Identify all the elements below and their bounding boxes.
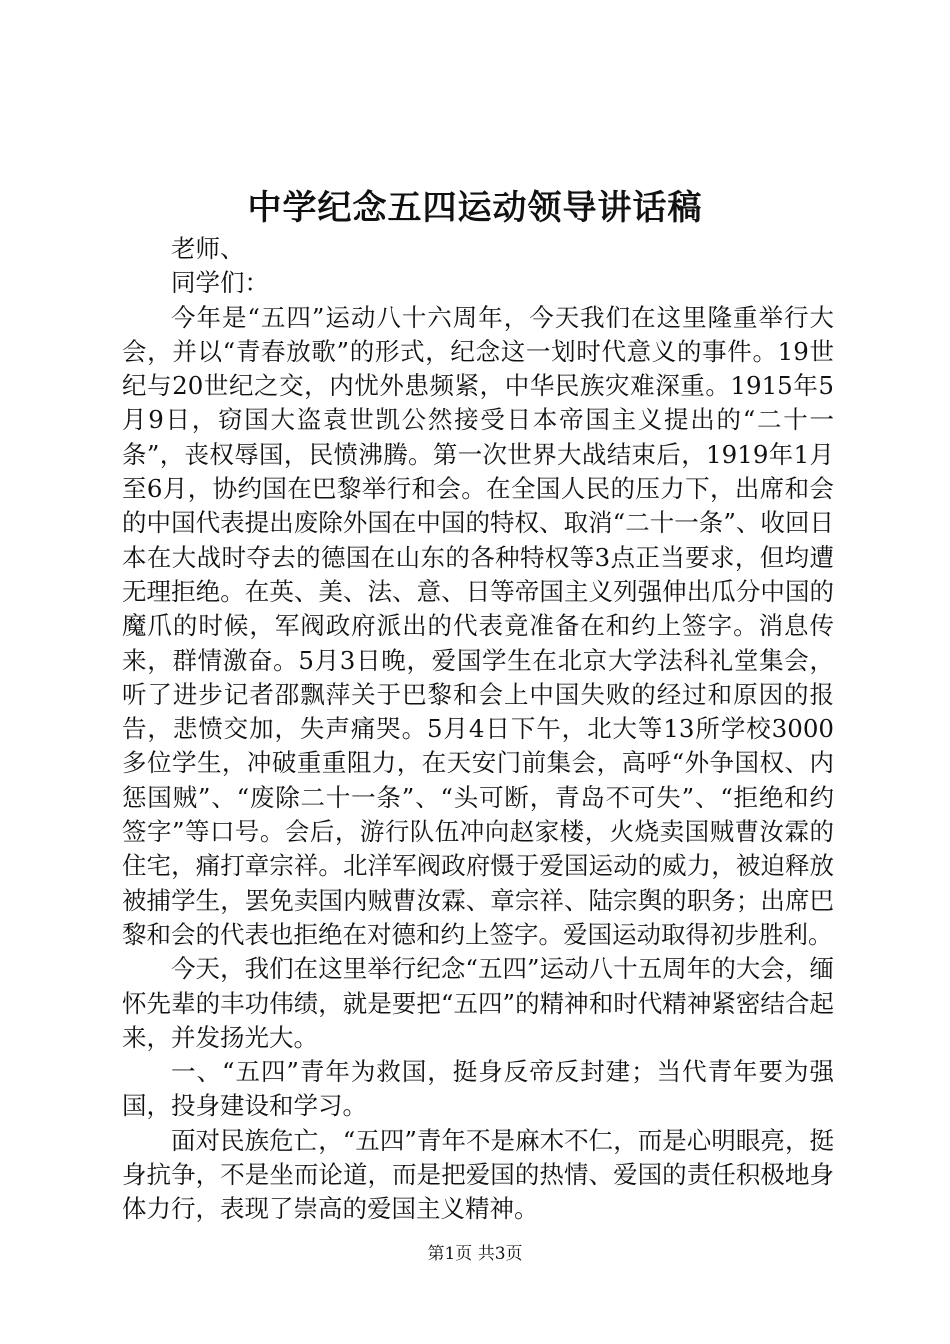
document-body xyxy=(122,232,834,1227)
section-heading-one: 一、“五四”青年为救国，挺身反帝反封建；当代青年要为强国，投身建设和学习。 xyxy=(122,1057,834,1121)
salutation-teachers: 老师、 xyxy=(171,234,245,263)
document-title: 中学纪念五四运动领导讲话稿 xyxy=(247,188,703,228)
paragraph-spirit: 面对民族危亡，“五四”青年不是麻木不仁，而是心明眼亮，挺身抗争，不是坐而论道，而是把爱国的热情、爱国的责任积极地身体力行，表现了崇高的爱国主义精神。 xyxy=(122,1125,834,1224)
page-number: 第1页 共3页 xyxy=(427,1244,523,1264)
paragraph-purpose: 今天，我们在这里举行纪念“五四”运动八十五周年的大会，缅怀先辈的丰功伟绩，就是要把“五四”的精神和时代精神紧密结合起来，并发扬光大。 xyxy=(122,954,834,1052)
salutation-students: 同学们： xyxy=(171,268,269,298)
paragraph-history: 今年是“五四”运动八十六周年，今天我们在这里隆重举行大会，并以“青春放歌”的形式，纪念这一划时代意义的事件。19世纪与20世纪之交，内忧外患频紧，中华民族灾难深重。1915年5月9日，窃国大盗袁世凯公然接受日本帝国主义提出的“二十一条”，丧权辱国，民愤沸腾。第一次世界大战结束后，1919年1月至6月，协约国在巴黎举行和会。在全国人民的压力下，出席和会的中国代表提出废除外国在中国的特权、取消“二十一条”、收回日本在大战时夺去的德国在山东的各种特权等3点正当要求，但均遭无理拒绝。在英、美、法、意、日等帝国主义列强伸出瓜分中国的魔爪的时候，军阀政府派出的代表竟准备在和约上签字。消息传来，群情激奋。5月3日晚，爱国学生在北京大学法科礼堂集会，听了进步记者邵飘萍关于巴黎和会上中国失败的经过和原因的报告，悲愤交加，失声痛哭。5月4日下午，北大等13所学校3000多位学生，冲破重重阻力，在天安门前集会，高呼“外争国权、内惩国贼”、“废除二十一条”、“头可断，青岛不可失”、“拒绝和约签字”等口号。会后，游行队伍冲向赵家楼，火烧卖国贼曹汝霖的住宅，痛打章宗祥。北洋军阀政府慑于爱国运动的威力，被迫释放被捕学生，罢免卖国内贼曹汝霖、章宗祥、陆宗舆的职务；出席巴黎和会的代表也拒绝在对德和约上签字。爱国运动取得初步胜利。 xyxy=(122,302,834,949)
